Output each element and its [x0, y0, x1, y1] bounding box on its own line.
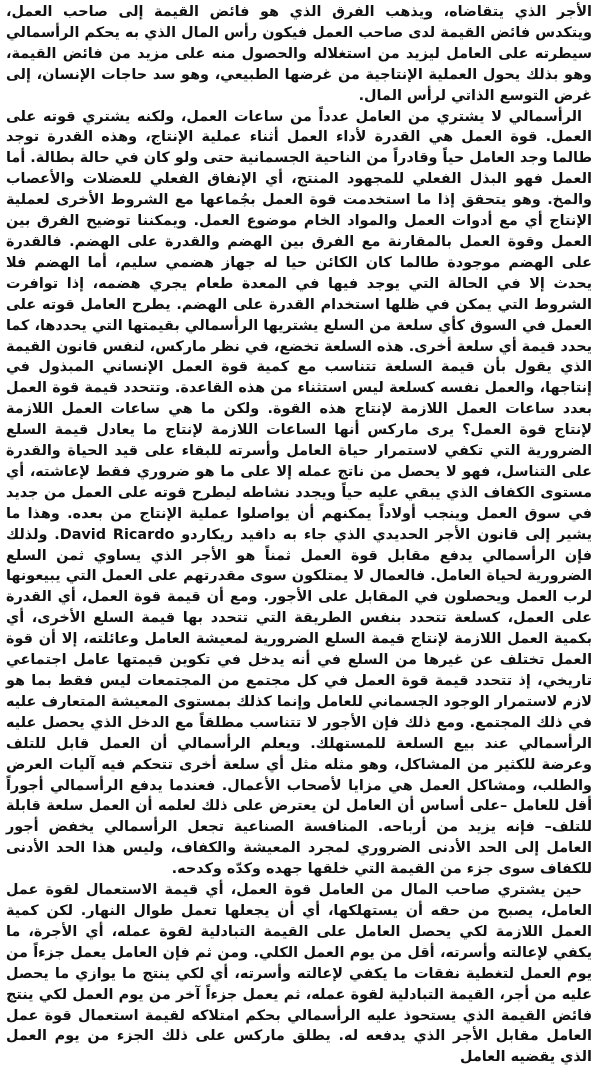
paragraph-2: الرأسمالي لا يشتري من العامل عدداً من ساعات العمل، ولكنه يشتري قوته على العمل. قوة العمل هي القدرة لأداء العمل أثناء عملية الإنتاج، وهذه القدرة توجد طالما وجد العامل حياً وقادراً من الناحية الجسمانية حتى ولو كان في حالة بطالة. أما العمل فهو البذل الفعلي للمجهود المنتج، أي الإنفاق الفعلي للعضلات والأعصاب والمخ. وهو يتحقق إذا ما استخدمت قوة العمل بجُماعها مع الشروط الأخرى لعملية الإنتاج أي مع أدوات العمل والمواد الخام موضوع العمل. ويمكننا توضيح الفرق بين العمل وقوة العمل بالمقارنة مع الفرق بين الهضم والقدرة على الهضم. فالقدرة على الهضم موجودة طالما كان الكائن حيا له جهاز هضمي سليم، أما الهضم فلا يحدث إلا في الحالة التي يوجد فيها في المعدة طعام يجري هضمه، إذا توافرت الشروط التي يمكن في ظلها استخدام القدرة على الهضم. يطرح العامل قوته على العمل في السوق كأي سلعة من السلع يشتريها الرأسمالي بقيمتها التي يحددها، كما يحدد قيمة أي سلعة أخرى. هذه السلعة تخضع، في نظر ماركس، لنفس قانون القيمة الذي يقول بأن قيمة السلعة تتناسب مع كمية قوة العمل الإنساني المبذول في إنتاجها، والعمل نفسه كسلعة ليس استثناء من هذه القاعدة. وتتحدد قيمة قوة العمل بعدد ساعات العمل اللازمة لإنتاج هذه القوة. ولكن ما هي ساعات العمل اللازمة لإنتاج قوة العمل؟ يرى ماركس أنها الساعات اللازمة لإنتاج ما يعادل قيمة السلع الضرورية التي تكفي لاستمرار حياة العامل وأسرته للبقاء على قيد الحياة والقدرة على التناسل، فهو لا يحصل من ناتج عمله إلا على ما هو ضروري فقط لإعاشته، أي مستوى الكفاف الذي يبقي عليه حياً ويجدد نشاطه ليطرح قوته على العمل من جديد في سوق العمل وينجب أولاداً يمكنهم أن يواصلوا عملية الإنتاج من بعده. وهذا ما يشير إلى قانون الأجر الحديدي الذي جاء به دافيد ريكاردو David Ricardo. ولذلك فإن الرأسمالي يدفع مقابل قوة العمل ثمناً هو الأجر الذي يساوي ثمن السلع الضرورية لحياة العامل. فالعمال لا يمتلكون سوى مقدرتهم على العمل التي يبيعونها لرب العمل ويحصلون في المقابل على الأجور. ومع أن قيمة قوة العمل، أي القدرة على العمل، كسلعة تتحدد بنفس الطريقة التي تتحدد بها قيمة السلع الأخرى، أي بكمية العمل اللازمة لإنتاج قيمة السلع الضرورية لمعيشة العامل وعائلته، إلا أن قوة العمل تختلف عن غيرها من السلع في أنه يدخل في تكوين قيمتها عامل اجتماعي تاريخي، إذ تتحدد قيمة قوة العمل في كل مجتمع من المجتمعات ليس فقط بما هو لازم لاستمرار الوجود الجسماني للعامل وإنما كذلك بمستوى المعيشة المتعارف عليه في ذلك المجتمع. ومع ذلك فإن الأجور لا تتناسب مطلقاً مع الدخل الذي يحصل عليه الرأسمالي عند بيع السلعة للمستهلك. ويعلم الرأسمالي أن العمل قابل للتلف وعرضة للكثير من المشاكل، وهو مثله مثل أي سلعة أخرى تتحكم فيه آليات العرض والطلب، ومشاكل العمل هي مزايا لأصحاب الأعمال. فعندما يدفع الرأسمالي أجوراً أقل للعامل –على أساس أن العامل لن يعترض على ذلك لعلمه أن العمل سلعة قابلة للتلف– فإنه يزيد من أرباحه. المنافسة الصناعية تجعل الرأسمالي يخفض أجور العامل إلى الحد الأدنى الضروري لمجرد المعيشة والكفاف، وليس هذا الحد الأدنى للكفاف سوى جزء من القيمة التي خلقها جهده وكدّه وكدحه.: [6, 108, 592, 878]
paragraph-3: حين يشتري صاحب المال من العامل قوة العمل، أي قيمة الاستعمال لقوة عمل العامل، يصبح من حقه أن يستهلكها، أي أن يجعلها تعمل طوال النهار. لكن كمية العمل اللازمة لكي يحصل العامل على القيمة التبادلية لقوة عمله، أي الأجرة، ما يكفي لإعالته وأسرته، أقل من يوم العمل الكلي. ومن ثم فإن العامل يعمل جزءاً من يوم العمل لتغطية نفقات ما يكفي لإعالته وأسرته، أي لكي ينتج ما يوازي ما يحصل عليه من أجر، القيمة التبادلية لقوة عمله، ثم يعمل جزءاً آخر من يوم العمل لكي ينتج فائض القيمة الذي يستحوذ عليه الرأسمالي بحكم امتلاكه لقيمة استعمال قوة عمل العامل مقابل الأجر الذي يدفعه له. يطلق ماركس على ذلك الجزء من يوم العمل الذي يقضيه العامل: [6, 882, 592, 1066]
paragraph-1: الأجر الذي يتقاضاه، ويذهب الفرق الذي هو فائض القيمة إلى صاحب العمل، ويتكدس فائض القيمة لدى صاحب العمل فيكون رأس المال الذي به يحكم الرأسمالي سيطرته على العامل ليزيد من استغلاله والحصول منه على مزيد من فائض القيمة، وهو بذلك يحول العملية الإنتاجية من غرضها الطبيعي، وهو سد حاجات الإنسان، إلى غرض التوسع الذاتي لرأس المال.: [6, 4, 592, 104]
